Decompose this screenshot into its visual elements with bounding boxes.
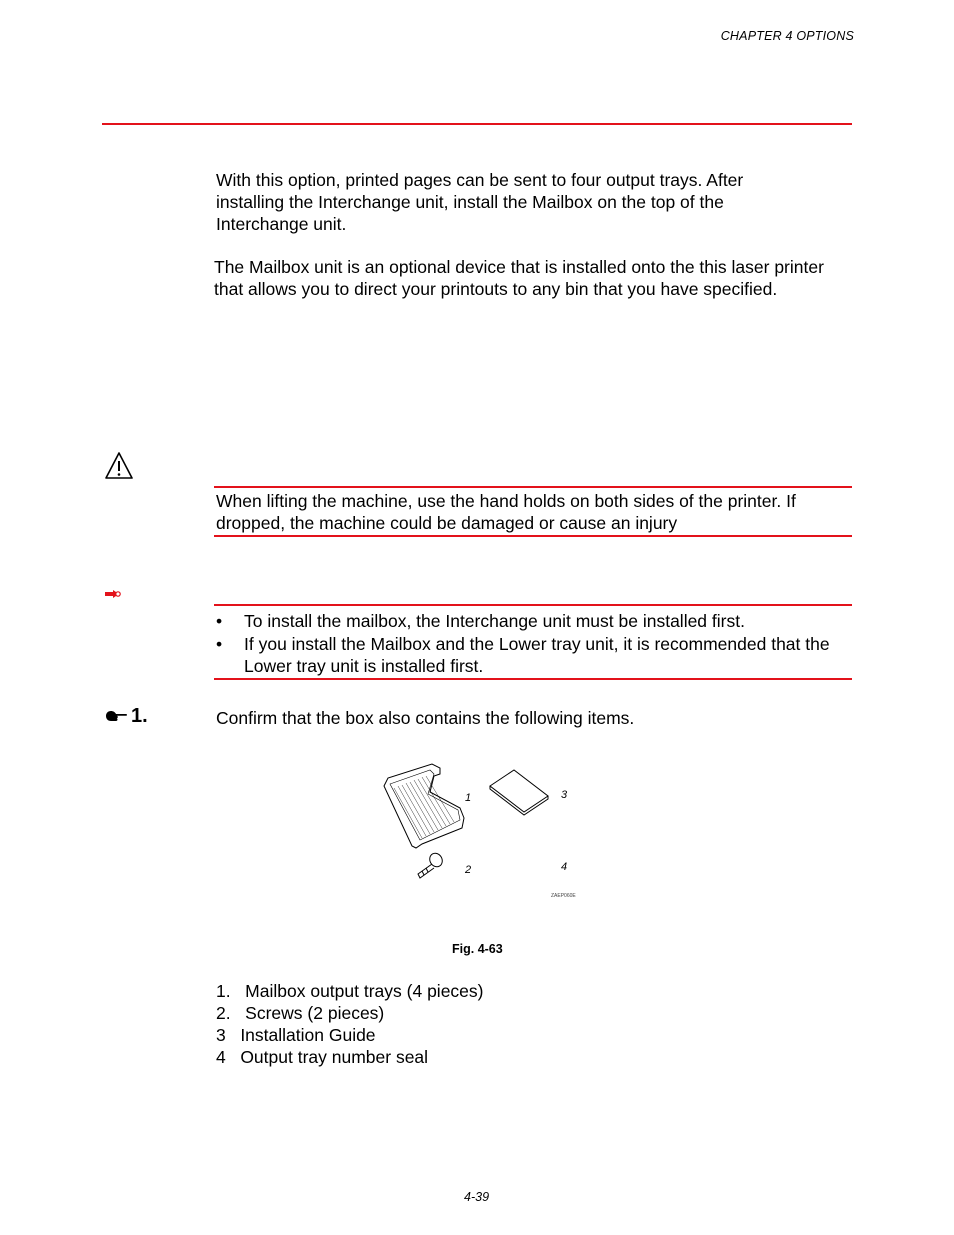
caution-bottom-rule xyxy=(214,535,852,537)
list-item: 4 Output tray number seal xyxy=(216,1047,429,1067)
intro-paragraph-2: The Mailbox unit is an optional device that is installed onto the this laser printer that allows you to direct your printouts to any bin that you have specified. xyxy=(214,257,824,299)
page-number: 4-39 xyxy=(464,1190,490,1204)
list-item: 3 Installation Guide xyxy=(216,1025,376,1045)
figure-caption: Fig. 4-63 xyxy=(452,942,503,956)
figure-label-1: 1 xyxy=(465,792,472,804)
screw-drawing xyxy=(418,851,445,878)
chapter-header: CHAPTER 4 OPTIONS xyxy=(720,29,854,43)
figure-illustration xyxy=(376,758,586,908)
figure-code: ZAEP060E xyxy=(551,893,576,899)
step-number: 1. xyxy=(131,705,148,727)
caution-text: When lifting the machine, use the hand holds on both sides of the printer. If dropped, the machine could be damaged or cause an injury xyxy=(216,491,796,533)
note-item: • If you install the Mailbox and the Lower tray unit, it is recommended that the Lower tray unit is installed first. xyxy=(214,633,846,677)
caution-top-rule xyxy=(214,486,852,488)
section-rule xyxy=(102,123,852,125)
note-top-rule xyxy=(214,604,852,606)
list-item: 2. Screws (2 pieces) xyxy=(216,1003,385,1023)
pointing-hand-icon xyxy=(104,708,128,724)
warning-triangle-icon xyxy=(104,451,134,481)
note-bottom-rule xyxy=(214,678,852,680)
step-text: Confirm that the box also contains the following items. xyxy=(216,708,635,728)
output-tray-drawing xyxy=(384,764,464,848)
intro-paragraph-1: With this option, printed pages can be sent to four output trays. After installing the Interchange unit, install the Mailbox on the top of the Interchange unit. xyxy=(216,170,744,234)
figure-label-3: 3 xyxy=(561,789,568,801)
figure-label-4: 4 xyxy=(561,861,568,873)
note-item: • To install the mailbox, the Interchange unit must be installed first. xyxy=(214,610,846,632)
note-pointer-icon xyxy=(104,587,122,599)
note-list xyxy=(214,610,846,678)
list-item: 1. Mailbox output trays (4 pieces) xyxy=(216,981,484,1001)
item-list xyxy=(216,980,483,1068)
figure-label-2: 2 xyxy=(465,864,472,876)
installation-guide-drawing xyxy=(490,770,548,815)
